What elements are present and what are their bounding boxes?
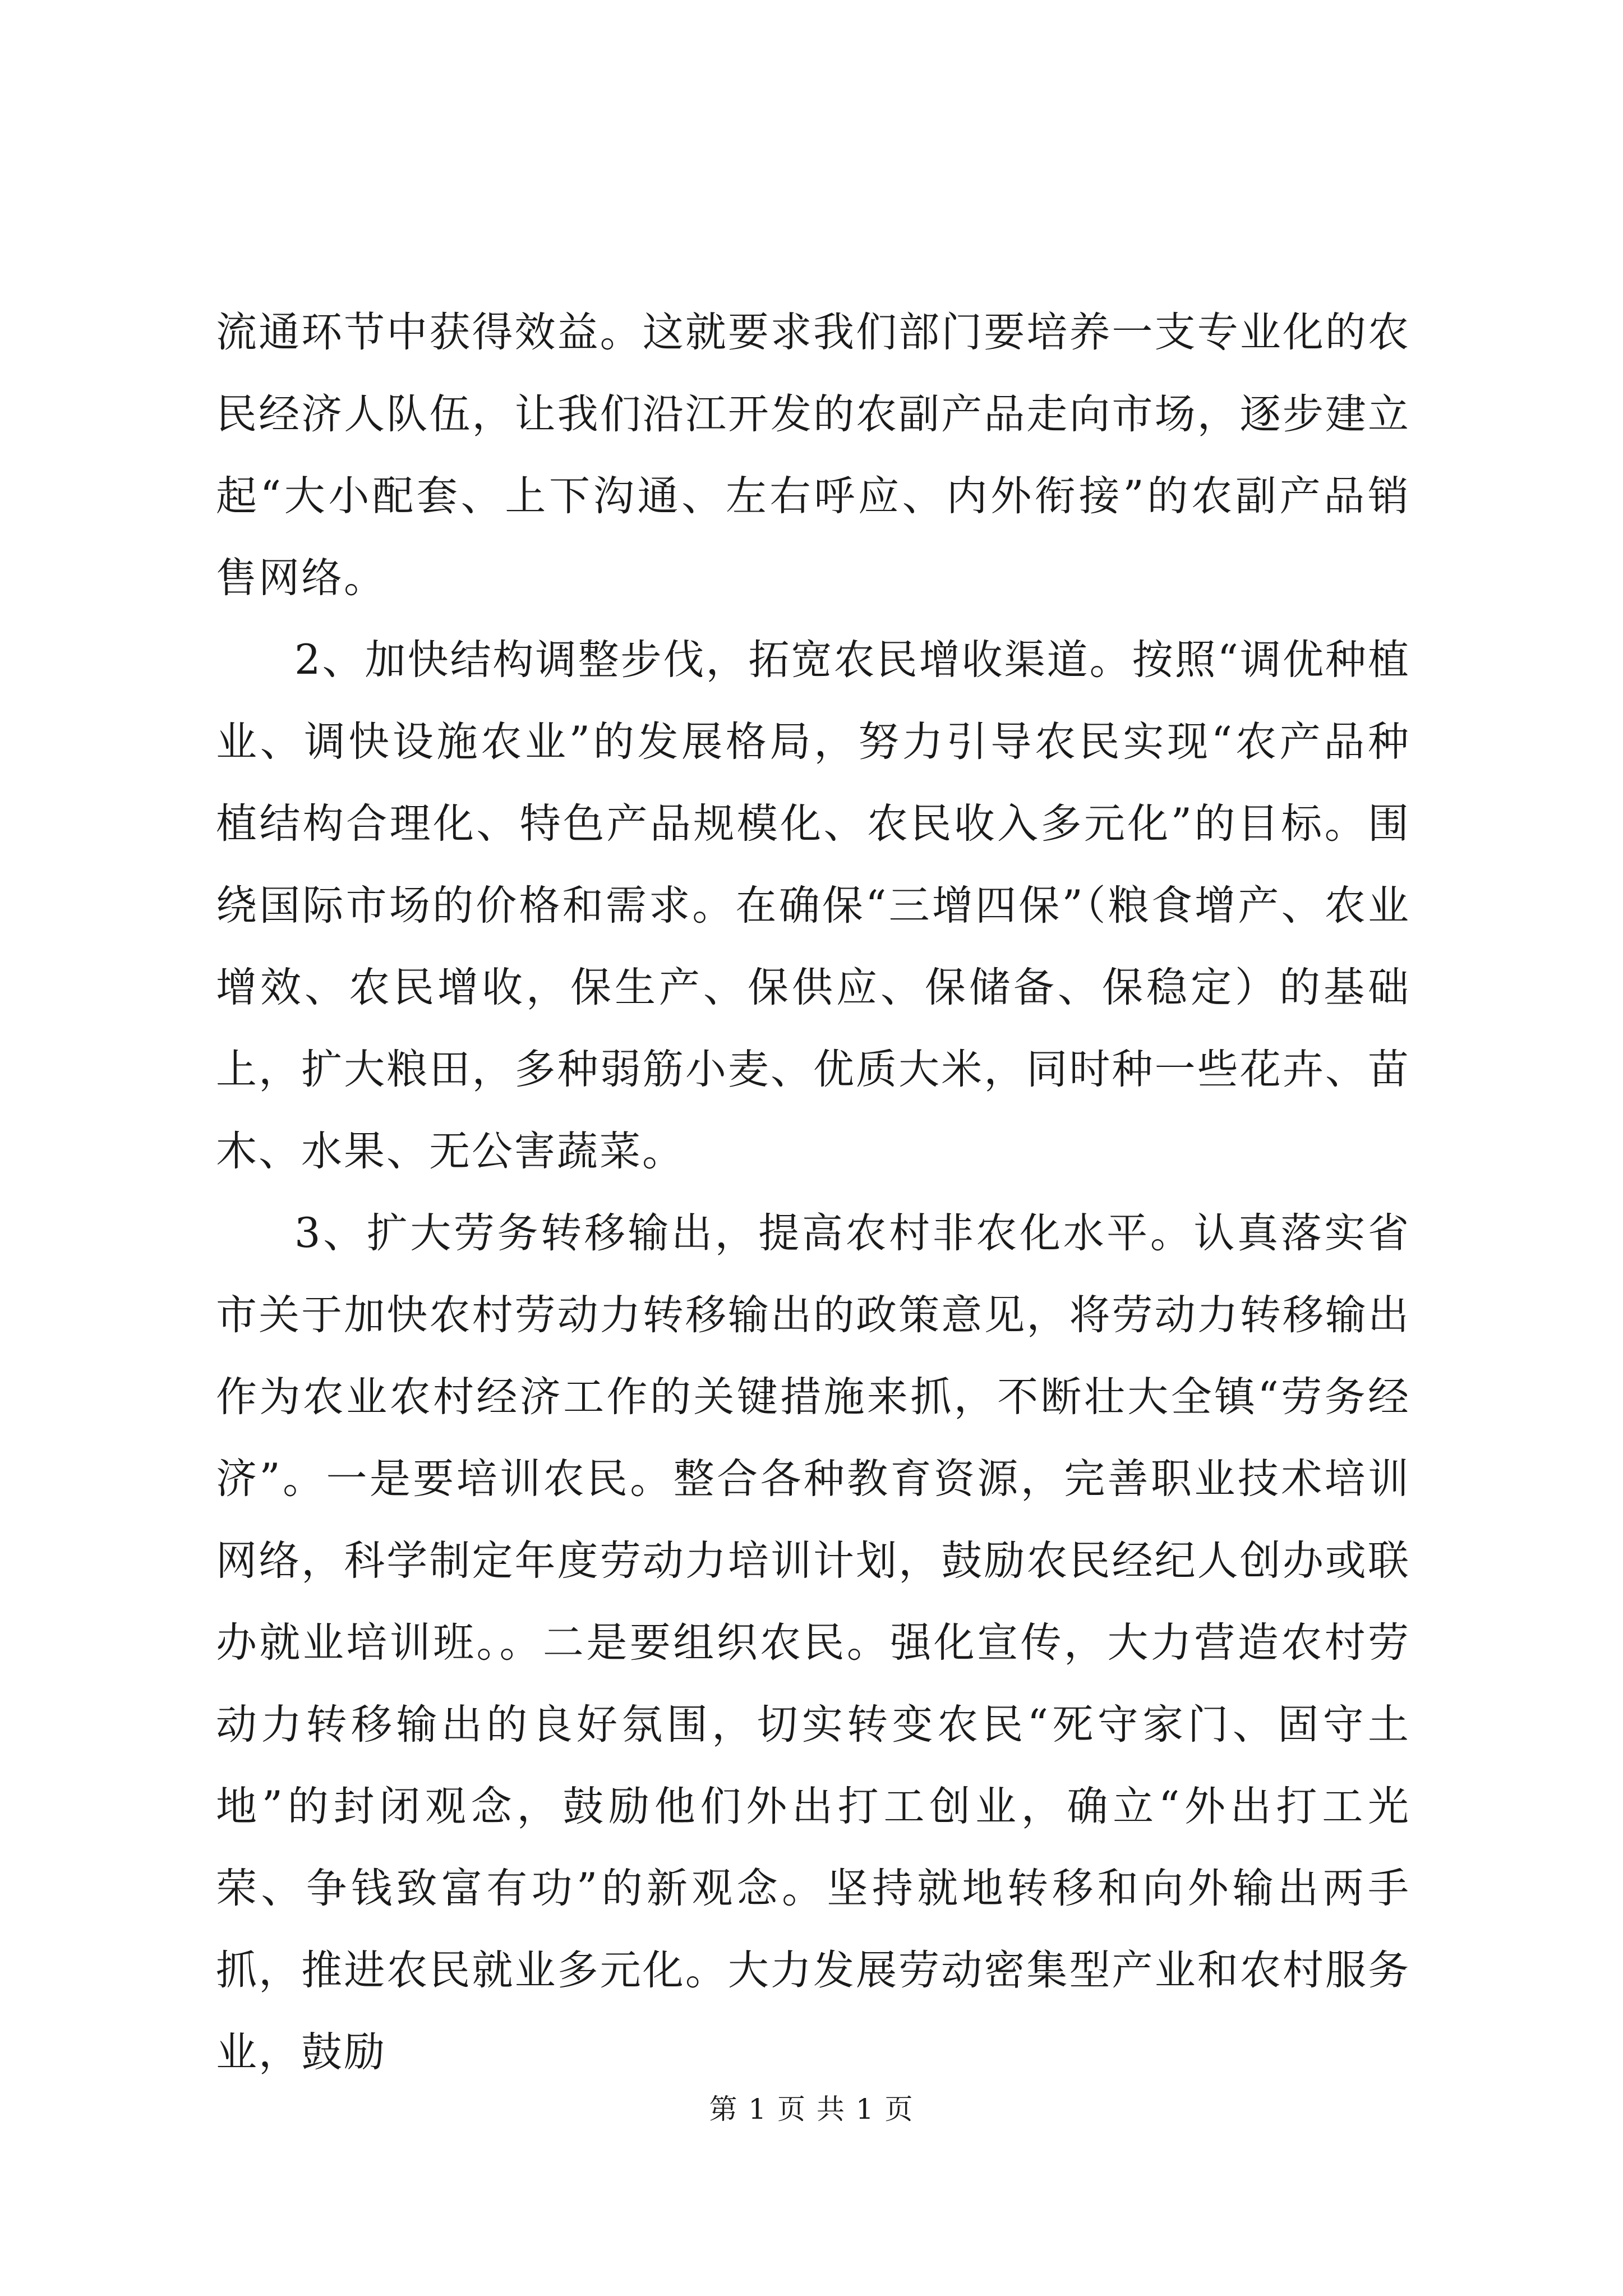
page-footer: 第 1 页 共 1 页 bbox=[709, 2093, 914, 2125]
document-body bbox=[216, 292, 1410, 2093]
paragraph-continuation: 流通环节中获得效益。这就要求我们部门要培养一支专业化的农民经济人队伍，让我们沿江开发的农副产品走向市场，逐步建立起“大小配套、上下沟通、左右呼应、内外衔接”的农副产品销售网络。 bbox=[216, 309, 1410, 602]
paragraph-structure-adjustment: 2、加快结构调整步伐，拓宽农民增收渠道。按照“调优种植业、调快设施农业”的发展格局，努力引导农民实现“农产品种植结构合理化、特色产品规模化、农民收入多元化”的目标。围绕国际市场的价格和需求。在确保“三增四保”（粮食增产、农业增效、农民增收，保生产、保供应、保储备、保稳定）的基础上，扩大粮田，多种弱筋小麦、优质大米，同时种一些花卉、苗木、水果、无公害蔬菜。 bbox=[216, 636, 1410, 1175]
paragraph-labor-transfer: 3、扩大劳务转移输出，提高农村非农化水平。认真落实省市关于加快农村劳动力转移输出的政策意见，将劳动力转移输出作为农业农村经济工作的关键措施来抓，不断壮大全镇“劳务经济”。一是要培训农民。整合各种教育资源，完善职业技术培训网络，科学制定年度劳动力培训计划，鼓励农民经纪人创办或联办就业培训班。。二是要组织农民。强化宣传，大力营造农村劳动力转移输出的良好氛围，切实转变农民“死守家门、固守土地”的封闭观念，鼓励他们外出打工创业，确立“外出打工光荣、争钱致富有功”的新观念。坚持就地转移和向外输出两手抓，推进农民就业多元化。大力发展劳动密集型产业和农村服务业，鼓励 bbox=[216, 1209, 1410, 2076]
